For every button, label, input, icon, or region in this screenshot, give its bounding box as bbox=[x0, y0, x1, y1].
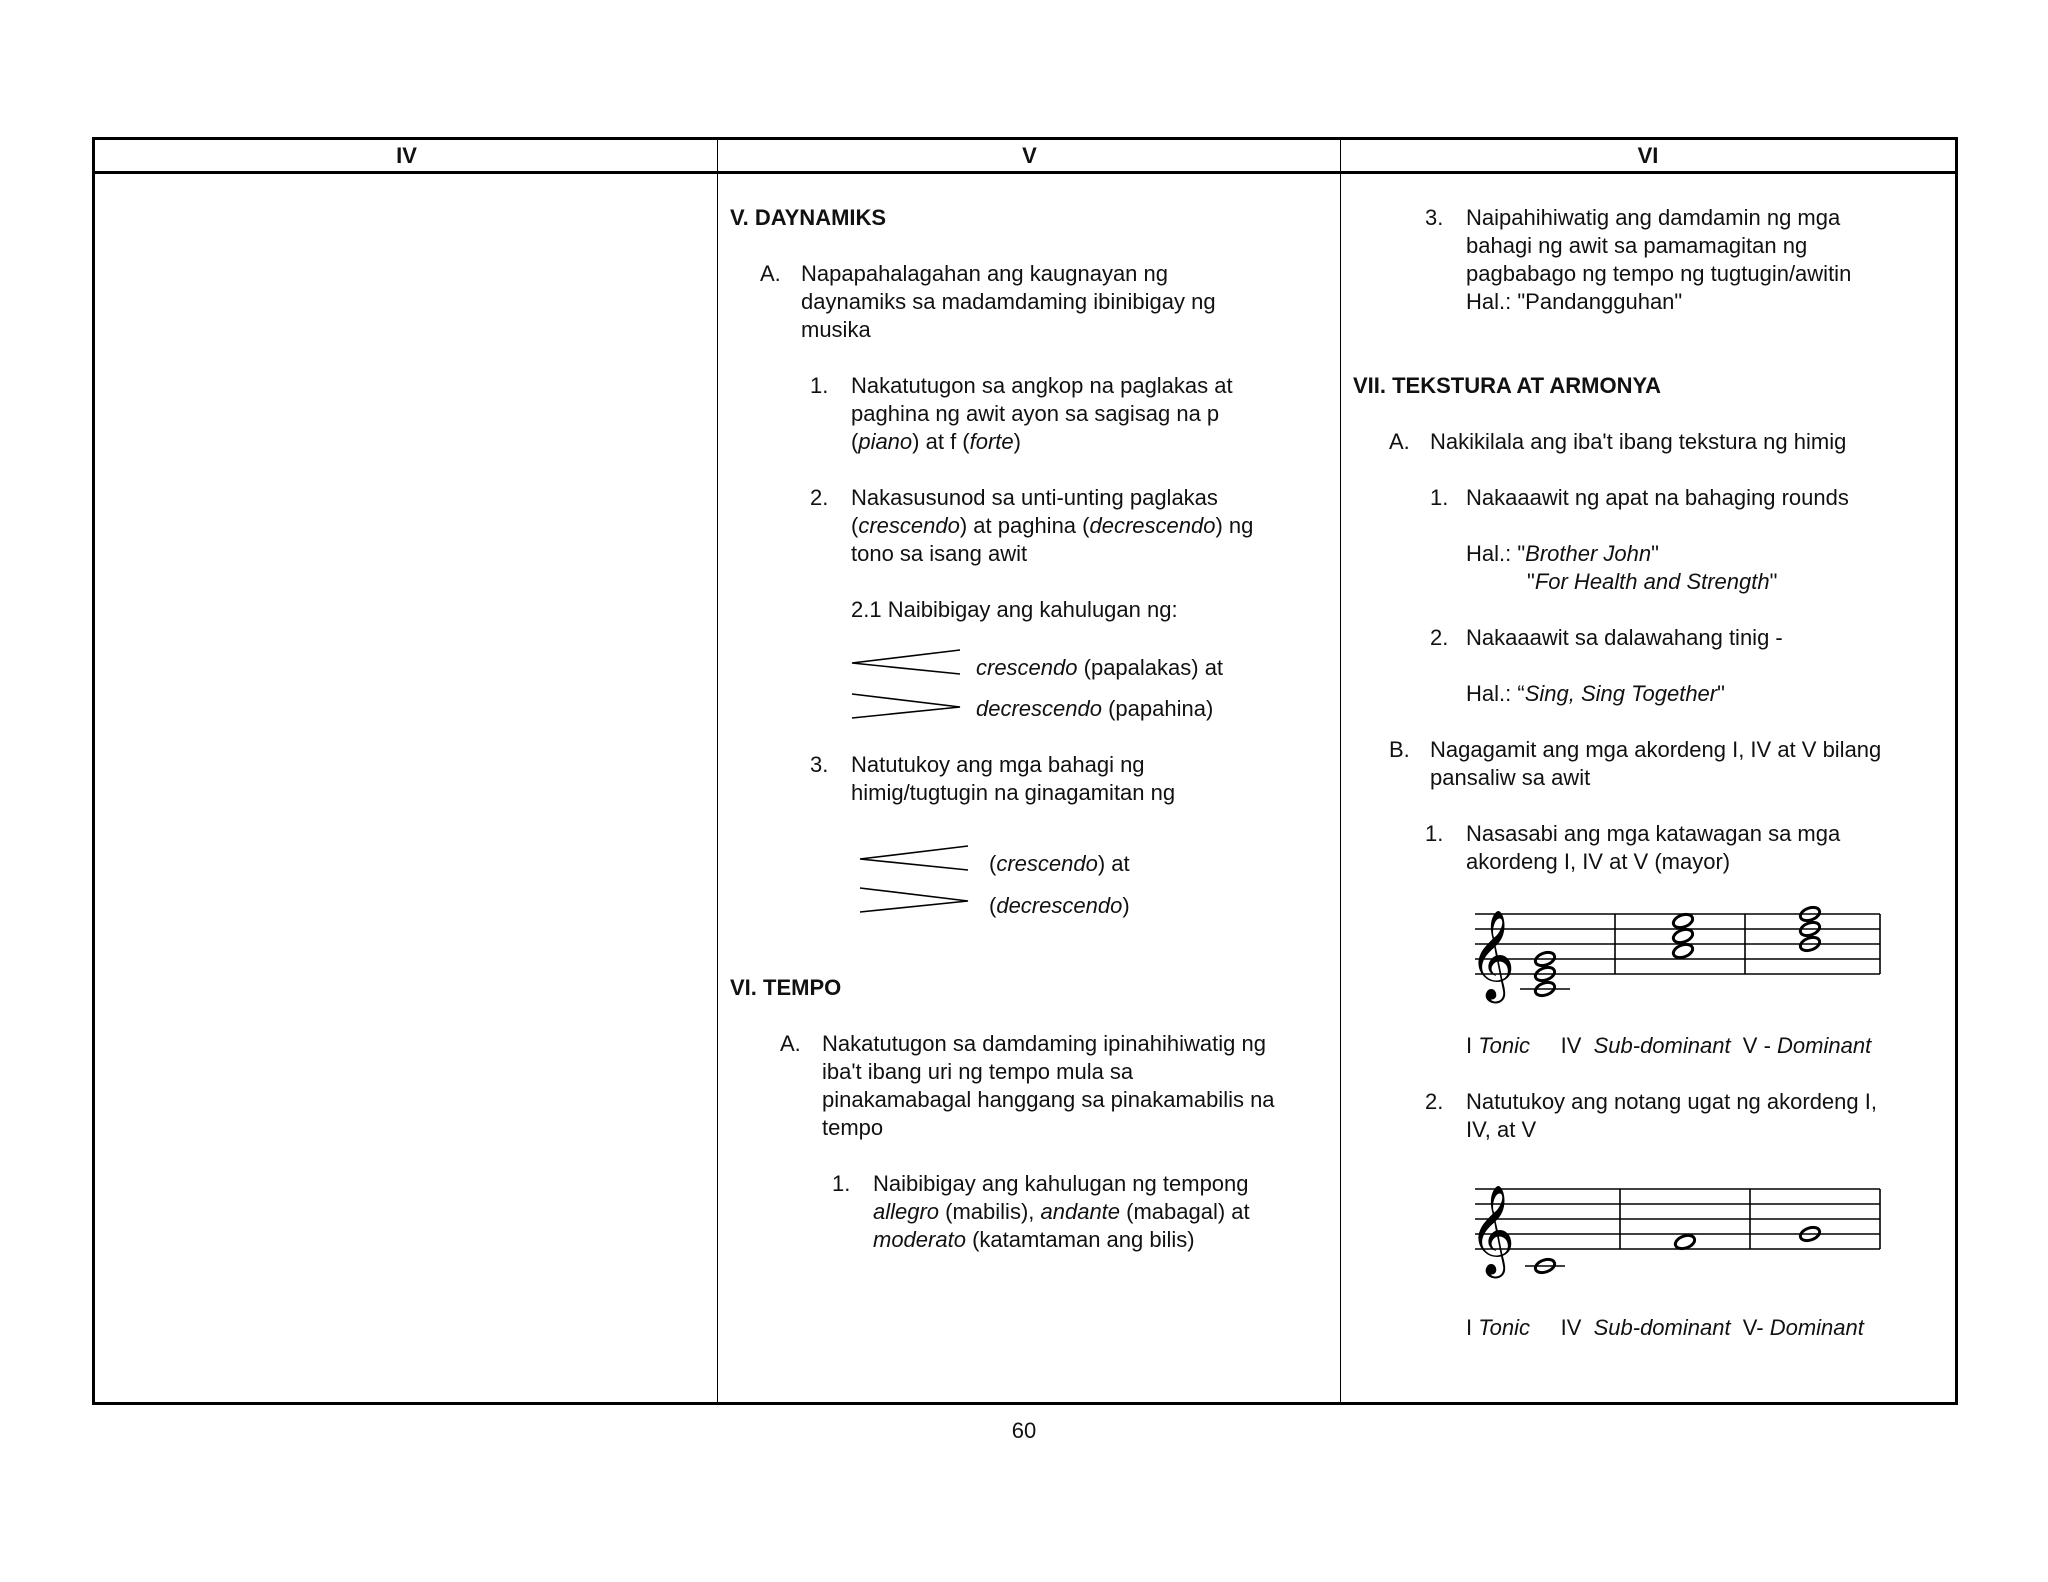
crescendo-symbol-icon bbox=[850, 648, 965, 678]
text-line: Natutukoy ang mga bahagi ng bbox=[851, 752, 1145, 777]
text-line: Naipahihiwatig ang damdamin ng mga bbox=[1466, 205, 1841, 230]
header-col-v: V bbox=[1022, 143, 1037, 168]
text-line: IV, at V bbox=[1466, 1117, 1537, 1142]
text-line: (crescendo) at paghina (decrescendo) ng bbox=[851, 513, 1254, 538]
root-note-staff-notation bbox=[1465, 1174, 1895, 1284]
crescendo-symbol-icon bbox=[858, 844, 973, 874]
text-line: tono sa isang awit bbox=[851, 541, 1028, 566]
text-line: Nagagamit ang mga akordeng I, IV at V bilang bbox=[1430, 737, 1882, 762]
text-line: paghina ng awit ayon sa sagisag na p bbox=[851, 401, 1220, 426]
text-line: Nasasabi ang mga katawagan sa mga bbox=[1466, 821, 1841, 846]
root-note-names-label: I Tonic IV Sub-dominant V- Dominant bbox=[1466, 1315, 1864, 1340]
text-line: Napapahalagahan ang kaugnayan ng bbox=[801, 261, 1168, 286]
svg-text:𝄞: 𝄞 bbox=[1469, 1185, 1516, 1275]
text-line: Nakaaawit sa dalawahang tinig - bbox=[1466, 625, 1783, 650]
page-number: 60 bbox=[1011, 1418, 1037, 1443]
section-title-daynamiks: V. DAYNAMIKS bbox=[730, 205, 887, 230]
text-line: Nakatutugon sa damdaming ipinahihiwatig ng bbox=[822, 1031, 1266, 1056]
header-col-vi: VI bbox=[1637, 143, 1659, 168]
column-vi-body bbox=[1341, 174, 1955, 1402]
text-line: moderato (katamtaman ang bilis) bbox=[873, 1227, 1195, 1252]
text-line: Nakaaawit ng apat na bahaging rounds bbox=[1466, 485, 1849, 510]
text-line: Naibibigay ang kahulugan ng tempong bbox=[873, 1171, 1249, 1196]
list-number: 1. bbox=[1430, 485, 1449, 510]
list-number: 2. bbox=[810, 485, 829, 510]
text-line: Hal.: "Brother John" bbox=[1466, 541, 1659, 566]
crescendo-label: crescendo (papalakas) at bbox=[976, 655, 1224, 680]
text-line: 2.1 Naibibigay ang kahulugan ng: bbox=[851, 597, 1178, 622]
list-number: 1. bbox=[832, 1171, 851, 1196]
table-header bbox=[95, 140, 1955, 174]
decrescendo-symbol-icon bbox=[850, 692, 965, 722]
curriculum-table bbox=[92, 137, 1958, 1405]
list-label: A. bbox=[780, 1031, 801, 1056]
column-v-body bbox=[718, 174, 1340, 1402]
decrescendo-label: decrescendo (papahina) bbox=[976, 696, 1214, 721]
text-line: allegro (mabilis), andante (mabagal) at bbox=[873, 1199, 1250, 1224]
text-line: Hal.: “Sing, Sing Together" bbox=[1466, 681, 1725, 706]
column-iv-body bbox=[95, 174, 717, 1402]
list-label: B. bbox=[1389, 737, 1410, 762]
list-number: 3. bbox=[810, 752, 829, 777]
list-number: 3. bbox=[1425, 205, 1444, 230]
list-number: 1. bbox=[810, 373, 829, 398]
text-line: musika bbox=[801, 317, 871, 342]
text-line: pinakamabagal hanggang sa pinakamabilis na bbox=[822, 1087, 1275, 1112]
section-title-tempo: VI. TEMPO bbox=[730, 975, 842, 1000]
text-line: tempo bbox=[822, 1115, 884, 1140]
text-line: Nakasusunod sa unti-unting paglakas bbox=[851, 485, 1218, 510]
list-label: A. bbox=[1389, 429, 1410, 454]
text-line: "For Health and Strength" bbox=[1527, 569, 1778, 594]
text-line: Hal.: "Pandangguhan" bbox=[1466, 289, 1683, 314]
header-col-iv: IV bbox=[396, 143, 417, 168]
text-line: bahagi ng awit sa pamamagitan ng bbox=[1466, 233, 1808, 258]
text-line: Nakatutugon sa angkop na paglakas at bbox=[851, 373, 1233, 398]
decrescendo-symbol-icon bbox=[858, 886, 973, 916]
text-line: (piano) at f (forte) bbox=[851, 429, 1021, 454]
section-title-tekstura: VII. TEKSTURA AT ARMONYA bbox=[1353, 373, 1662, 398]
text-line: daynamiks sa madamdaming ibinibigay ng bbox=[801, 289, 1216, 314]
text-line: iba't ibang uri ng tempo mula sa bbox=[822, 1059, 1134, 1084]
chord-names-label: I Tonic IV Sub-dominant V - Dominant bbox=[1466, 1033, 1872, 1058]
crescendo-label: (crescendo) at bbox=[989, 851, 1130, 876]
text-line: himig/tugtugin na ginagamitan ng bbox=[851, 780, 1176, 805]
list-label: A. bbox=[760, 261, 781, 286]
chord-staff-notation bbox=[1465, 899, 1895, 1009]
list-number: 2. bbox=[1430, 625, 1449, 650]
list-number: 2. bbox=[1425, 1089, 1444, 1114]
text-line: akordeng I, IV at V (mayor) bbox=[1466, 849, 1731, 874]
decrescendo-label: (decrescendo) bbox=[989, 893, 1130, 918]
text-line: pansaliw sa awit bbox=[1430, 765, 1591, 790]
text-line: pagbabago ng tempo ng tugtugin/awitin bbox=[1466, 261, 1852, 286]
svg-text:𝄞: 𝄞 bbox=[1469, 910, 1516, 1000]
text-line: Nakikilala ang iba't ibang tekstura ng himig bbox=[1430, 429, 1847, 454]
list-number: 1. bbox=[1425, 821, 1444, 846]
text-line: Natutukoy ang notang ugat ng akordeng I, bbox=[1466, 1089, 1877, 1114]
